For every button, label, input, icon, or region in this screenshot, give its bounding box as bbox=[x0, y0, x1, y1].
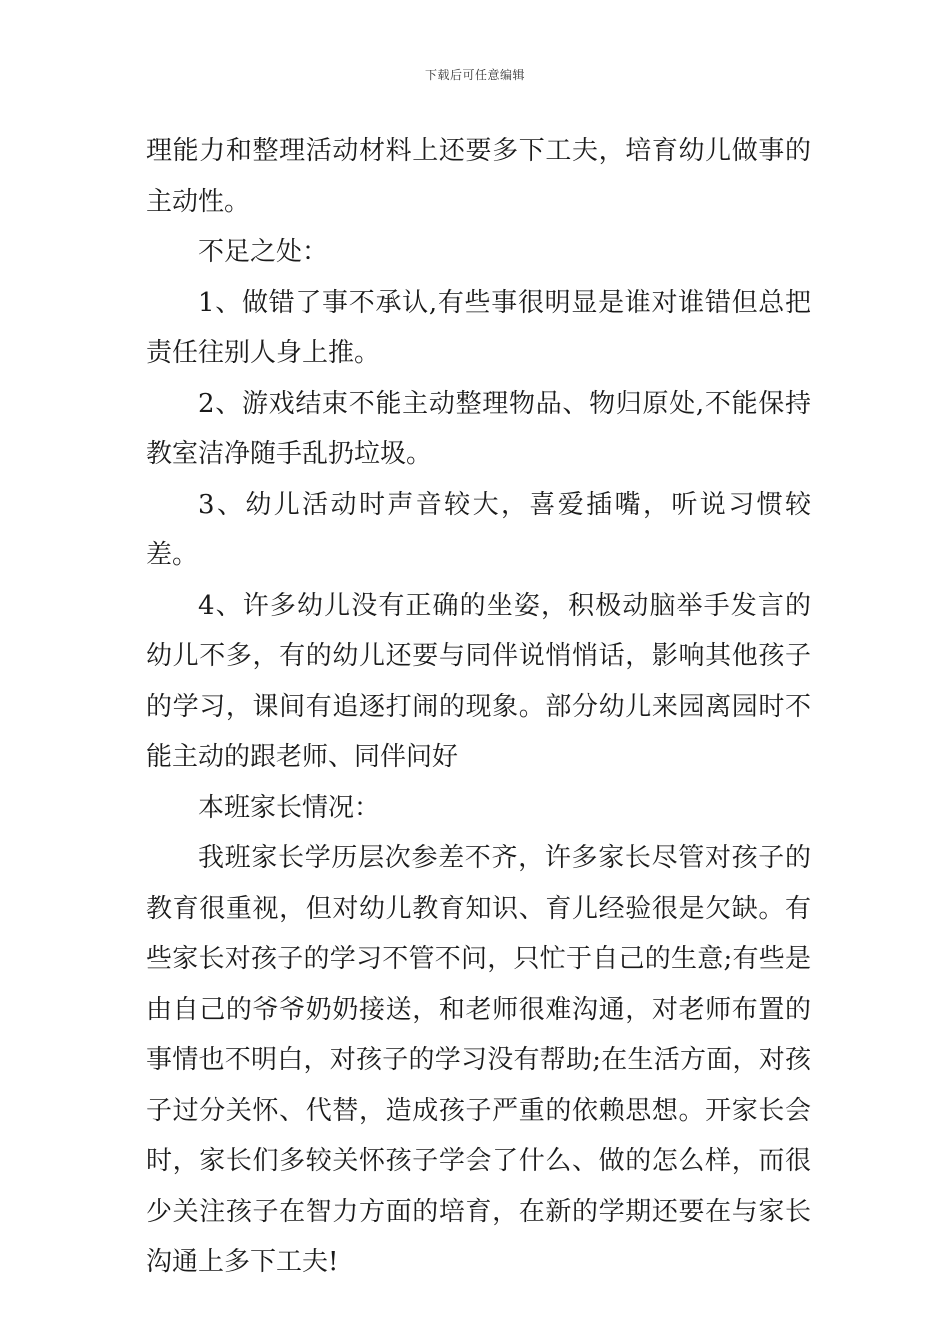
paragraph-continuation: 理能力和整理活动材料上还要多下工夫，培育幼儿做事的主动性。 bbox=[146, 136, 811, 217]
page-header: 下载后可任意编辑 bbox=[424, 68, 525, 82]
paragraph-item-2: 2、游戏结束不能主动整理物品、物归原处,不能保持教室洁净随手乱扔垃圾。 bbox=[146, 388, 811, 469]
paragraph-item-1: 1、做错了事不承认,有些事很明显是谁对谁错但总把责任往别人身上推。 bbox=[146, 287, 811, 368]
paragraph-parents-heading: 本班家长情况： bbox=[198, 792, 381, 823]
document-body bbox=[146, 126, 811, 1288]
paragraph-item-4: 4、许多幼儿没有正确的坐姿，积极动脑举手发言的幼儿不多，有的幼儿还要与同伴说悄悄话，影响其他孩子的学习，课间有追逐打闹的现象。部分幼儿来园离园时不能主动的跟老师、同伴问好 bbox=[146, 590, 811, 772]
paragraph-item-3: 3、幼儿活动时声音较大，喜爱插嘴，听说习惯较差。 bbox=[146, 489, 811, 570]
paragraph-parents-situation: 我班家长学历层次参差不齐，许多家长尽管对孩子的教育很重视，但对幼儿教育知识、育儿经验很是欠缺。有些家长对孩子的学习不管不问，只忙于自己的生意;有些是由自己的爷爷奶奶接送，和老师很难沟通，对老师布置的事情也不明白，对孩子的学习没有帮助;在生活方面，对孩子过分关怀、代替，造成孩子严重的依赖思想。开家长会时，家长们多较关怀孩子学会了什么、做的怎么样，而很少关注孩子在智力方面的培育，在新的学期还要在与家长沟通上多下工夫! bbox=[146, 843, 811, 1277]
paragraph-shortcomings-heading: 不足之处： bbox=[198, 237, 329, 267]
